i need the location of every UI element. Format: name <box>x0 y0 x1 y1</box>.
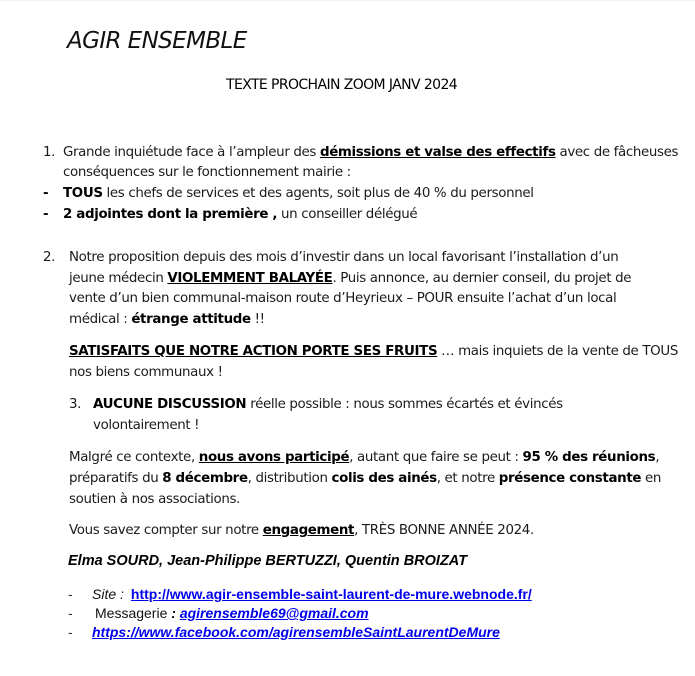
contact-site <box>68 585 532 603</box>
bullet-dash: - <box>43 207 49 222</box>
contact-mail <box>68 604 369 622</box>
context-text: Malgré ce contexte, <box>69 450 199 465</box>
item-1-emphasis: démissions et valse des effectifs <box>319 145 556 160</box>
item-1-bullet-a <box>43 184 534 204</box>
bullet-b-text: un conseiller délégué <box>277 207 418 222</box>
item-2-line2-cont: . Puis annonce, au dernier conseil, du projet de <box>332 271 632 286</box>
item-3-bold: AUCUNE DISCUSSION <box>93 397 247 412</box>
item-1-text: Grande inquiétude face à l’ampleur des <box>63 145 320 160</box>
context-line3: soutien à nos associations. <box>69 492 241 507</box>
item-1-text-line2: conséquences sur le fonctionnement mairie : <box>63 165 351 180</box>
item-2-line3: vente d’un bien communal-maison route d’Heyrieux – POUR ensuite l’achat d’un local <box>69 291 617 306</box>
context-text: préparatifs du <box>69 471 163 486</box>
context-text: , <box>655 450 660 465</box>
closing-engagement: engagement <box>262 523 355 538</box>
item-2-line1: Notre proposition depuis des mois d’investir dans un local favorisant l’installation d’un <box>69 250 619 265</box>
facebook-link[interactable]: https://www.facebook.com/agirensembleSaintLaurentDeMure <box>92 624 500 640</box>
mail-colon: : <box>167 605 176 621</box>
list-dash: - <box>68 624 73 640</box>
item-2-number: 2. <box>43 250 56 265</box>
bullet-a-text: les chefs de services et des agents, soit plus de 40 % du personnel <box>102 186 534 201</box>
bullet-b-bold: 2 adjointes dont la première , <box>63 207 278 222</box>
document-title: TEXTE PROCHAIN ZOOM JANV 2024 <box>226 77 458 93</box>
closing-text: , TRÈS BONNE ANNÉE 2024. <box>354 523 534 538</box>
item-3-text: réelle possible : nous sommes écartés et évincés <box>246 397 563 412</box>
item-1-number: 1. <box>43 145 56 160</box>
item-2-bold: étrange attitude <box>131 312 251 327</box>
context-participated: nous avons participé <box>198 450 350 465</box>
context-parcels: colis des ainés <box>331 471 437 486</box>
item-3-number: 3. <box>69 397 82 412</box>
mail-link[interactable]: agirensemble69@gmail.com <box>179 605 369 621</box>
item-3-line2: volontairement ! <box>93 418 200 433</box>
context-presence: présence constante <box>498 471 642 486</box>
item-2-line4-text: médical : <box>69 312 132 327</box>
context-text: , autant que faire se peut : <box>349 450 523 465</box>
site-link[interactable]: http://www.agir-ensemble-saint-laurent-de-mure.webnode.fr/ <box>130 586 532 602</box>
satisfied-heading: SATISFAITS QUE NOTRE ACTION PORTE SES FRUITS <box>69 344 438 359</box>
site-label: Site : <box>92 586 124 602</box>
context-date: 8 décembre <box>162 471 248 486</box>
item-2-line4-cont: !! <box>250 312 265 327</box>
item-1-bullet-b <box>43 205 417 225</box>
context-text: , et notre <box>436 471 499 486</box>
bullet-a-bold: TOUS <box>63 186 103 201</box>
bullet-dash: - <box>43 186 49 201</box>
contact-facebook <box>68 623 500 641</box>
list-dash: - <box>68 586 73 602</box>
context-text: , distribution <box>247 471 332 486</box>
satisfied-text: … mais inquiets de la vente de TOUS <box>437 344 678 359</box>
list-dash: - <box>68 605 73 621</box>
closing-text: Vous savez compter sur notre <box>69 523 263 538</box>
context-meetings: 95 % des réunions <box>522 450 656 465</box>
signature: Elma SOURD, Jean-Philippe BERTUZZI, Quentin BROIZAT <box>68 553 468 569</box>
mail-label: Messagerie <box>95 605 168 621</box>
context-text: en <box>641 471 662 486</box>
organization-name: AGIR ENSEMBLE <box>67 28 247 54</box>
item-1-text-cont: avec de fâcheuses <box>555 145 679 160</box>
item-2-emphasis: VIOLEMMENT BALAYÉE <box>167 271 333 286</box>
item-2-line2-text: jeune médecin <box>69 271 168 286</box>
satisfied-line2: nos biens communaux ! <box>69 365 223 380</box>
